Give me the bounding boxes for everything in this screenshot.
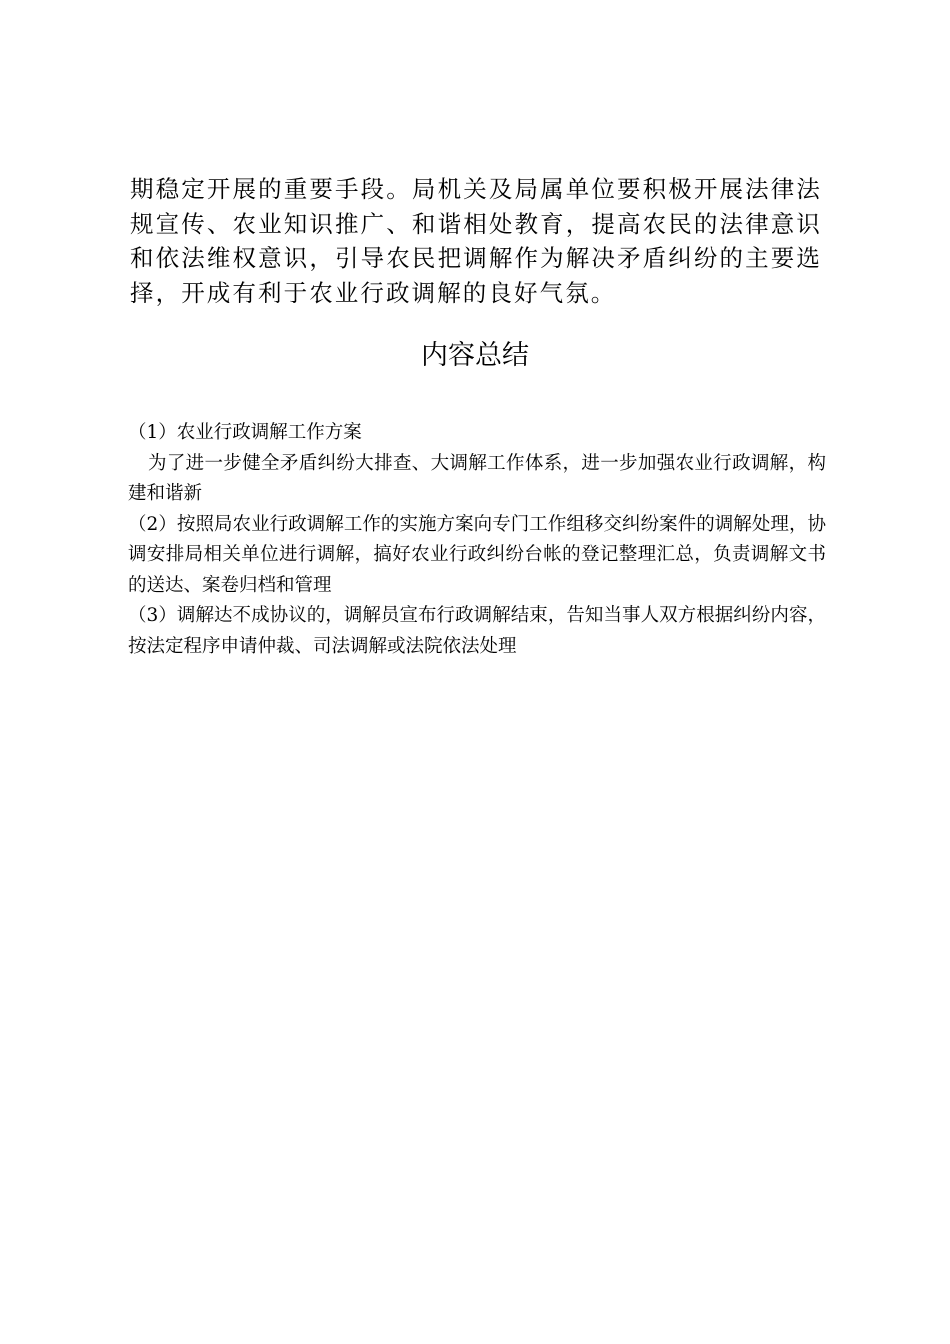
summary-item-2-text: （2）按照局农业行政调解工作的实施方案向专门工作组移交纠纷案件的调解处理，协调安排局相关单位进行调解，搞好农业行政纠纷台帐的登记整理汇总，负责调解文书的送达、案卷归档和管理	[128, 513, 826, 596]
body-paragraph: 期稳定开展的重要手段。局机关及局属单位要积极开展法律法规宣传、农业知识推广、和谐相处教育，提高农民的法律意识和依法维权意识，引导农民把调解作为解决矛盾纠纷的主要选择，开成有利于农业行政调解的良好气氛。	[130, 175, 822, 307]
summary-item-1-title: （1）农业行政调解工作方案	[128, 422, 362, 443]
summary-section	[128, 418, 826, 662]
summary-heading: 内容总结	[421, 340, 529, 371]
summary-item-1-text: 为了进一步健全矛盾纠纷大排查、大调解工作体系，进一步加强农业行政调解，构建和谐新	[128, 452, 826, 504]
summary-item-3-text: （3）调解达不成协议的，调解员宣布行政调解结束，告知当事人双方根据纠纷内容，按法定程序申请仲裁、司法调解或法院依法处理	[128, 605, 826, 657]
